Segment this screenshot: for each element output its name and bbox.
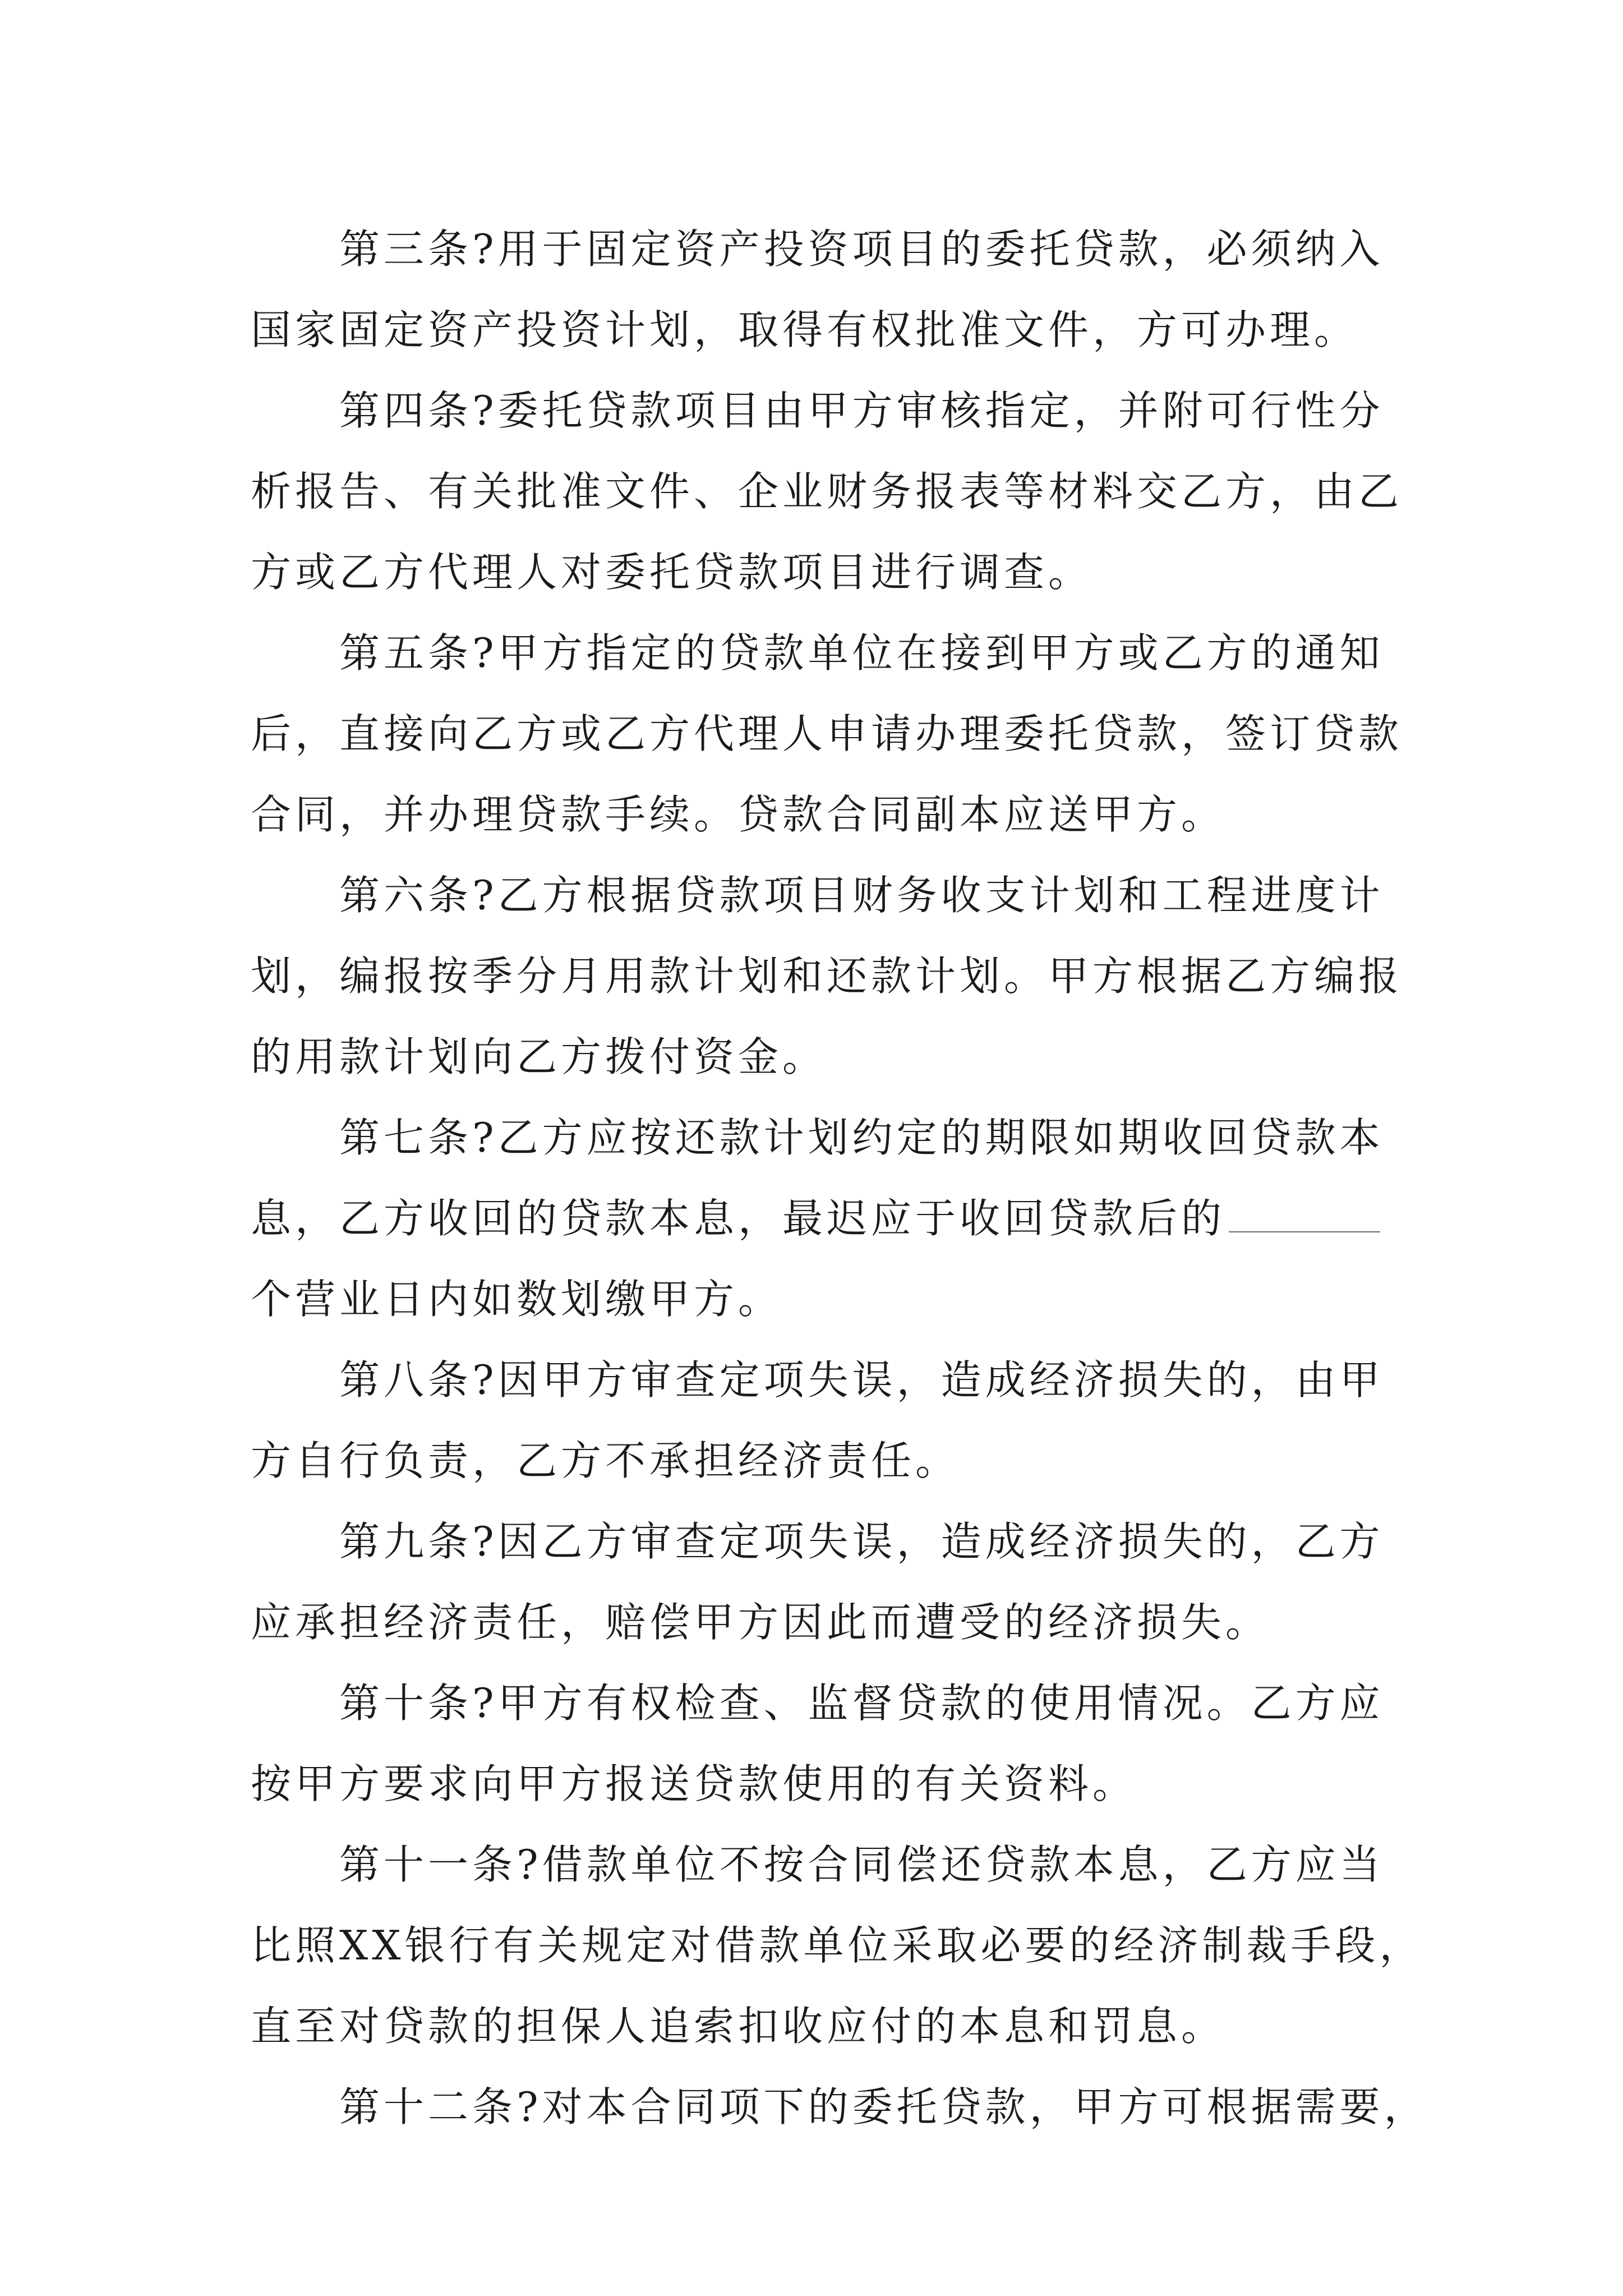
contract-body	[251, 209, 1428, 2147]
text-line: 第七条?乙方应按还款计划约定的期限如期收回贷款本	[339, 1114, 1384, 1161]
text-line: 第三条?用于固定资产投资项目的委托贷款，必须纳入	[339, 226, 1384, 273]
text-line: 第四条?委托贷款项目由甲方审核指定，并附可行性分	[339, 387, 1384, 434]
text-line: 直至对贷款的担保人追索扣收应付的本息和罚息。	[251, 2003, 1226, 2050]
text-line: 个营业日内如数划缴甲方。	[251, 1276, 783, 1323]
text-line: 比照XX银行有关规定对借款单位采取必要的经济制裁手段，	[251, 1922, 1424, 1969]
fill-in-blank	[1229, 1198, 1380, 1232]
text-line: 第六条?乙方根据贷款项目财务收支计划和工程进度计	[339, 872, 1384, 919]
text-line: 的用款计划向乙方拨付资金。	[251, 1033, 827, 1080]
text-line: 第八条?因甲方审查定项失误，造成经济损失的，由甲	[339, 1356, 1384, 1404]
text-line: 第九条?因乙方审查定项失误，造成经济损失的，乙方	[339, 1518, 1384, 1565]
text-line: 应承担经济责任，赔偿甲方因此而遭受的经济损失。	[251, 1599, 1270, 1646]
text-line: 第十二条?对本合同项下的委托贷款，甲方可根据需要，	[339, 2083, 1428, 2131]
text-line: 国家固定资产投资计划，取得有权批准文件，方可办理。	[251, 306, 1359, 353]
text-line: 第十条?甲方有权检查、监督贷款的使用情况。乙方应	[339, 1680, 1384, 1727]
text-line: 划，编报按季分月用款计划和还款计划。甲方根据乙方编报	[251, 953, 1403, 1000]
text-line-with-blank	[251, 1178, 1372, 1259]
text-line: 第五条?甲方指定的贷款单位在接到甲方或乙方的通知	[339, 629, 1384, 677]
text-line: 按甲方要求向甲方报送贷款使用的有关资料。	[251, 1760, 1137, 1807]
text-segment: 息，乙方收回的贷款本息，最迟应于收回贷款后的	[251, 1195, 1226, 1242]
text-line: 方自行负责，乙方不承担经济责任。	[251, 1437, 960, 1484]
text-line: 方或乙方代理人对委托贷款项目进行调查。	[251, 549, 1093, 596]
text-line: 后，直接向乙方或乙方代理人申请办理委托贷款，签订贷款	[251, 710, 1403, 757]
text-line: 合同，并办理贷款手续。贷款合同副本应送甲方。	[251, 791, 1226, 838]
text-line: 析报告、有关批准文件、企业财务报表等材料交乙方，由乙	[251, 468, 1403, 515]
text-line: 第十一条?借款单位不按合同偿还贷款本息，乙方应当	[339, 1841, 1384, 1888]
